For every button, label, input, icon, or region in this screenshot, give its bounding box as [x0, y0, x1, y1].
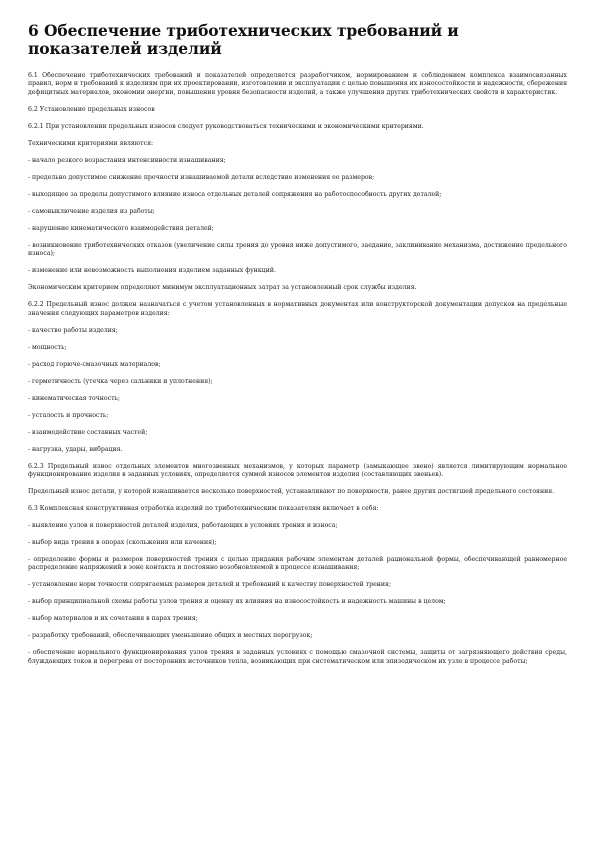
paragraph: Техническими критериями являются:: [28, 139, 154, 147]
paragraph: - самовыключение изделия из работы;: [28, 207, 155, 215]
paragraph: 6.2.2 Предельный износ должен назначаться с учетом установленных в нормативных документах или конструкторской документации допусков на предельные значения следующих параметров изделия:: [28, 301, 567, 317]
paragraph: Экономическим критерием определяют минимум эксплуатационных затрат за установленный срок службы изделия.: [28, 284, 417, 292]
paragraph: - установление норм точности сопрягаемых размеров деталей и требований к качеству поверхностей трения;: [28, 581, 392, 589]
paragraph: - качество работы изделия;: [28, 326, 118, 334]
paragraph: - выбор вида трения в опорах (скольжения или качения);: [28, 539, 217, 547]
paragraph: - усталость и прочность;: [28, 411, 109, 419]
paragraph: - расход горюче-смазочных материалов;: [28, 360, 161, 368]
paragraph: - начало резкого возрастания интенсивности изнашивания;: [28, 156, 226, 164]
paragraph: - взаимодействие составных частей;: [28, 428, 148, 436]
paragraph: 6.2.3 Предельный износ отдельных элементов многозвенных механизмов, у которых параметр (замыкающее звено) является лимитирующим нормальное функционирование изделия в заданных условиях, определяется суммой износов элементов изделия (составляющих звеньев).: [28, 462, 567, 479]
paragraph: - предельно допустимое снижение прочности изнашиваемой детали вследствие изменения ее размеров;: [28, 173, 375, 181]
paragraph: - герметичность (утечка через сальники и уплотнения);: [28, 377, 213, 385]
paragraph: - нагрузка, удары, вибрация.: [28, 445, 123, 453]
paragraph: - мощность;: [28, 343, 67, 351]
paragraph: - возникновение триботехнических отказов (увеличение силы трения до уровня ниже допустимого, заедание, заклинивание механизма, достижение предельного износа);: [28, 241, 567, 258]
paragraph: 6.3 Комплексная конструктивная отработка изделий по триботехническим показателям включает в себя:: [28, 505, 379, 513]
document-title: 6 Обеспечение триботехнических требований и показателей изделий: [28, 21, 459, 58]
paragraph: - кинематическая точность;: [28, 394, 120, 402]
paragraph: - выбор принципиальной схемы работы узлов трения и оценку их влияния на износостойкость и надежность машины в целом;: [28, 598, 446, 606]
paragraph: - выбор материалов и их сочетания в парах трения;: [28, 615, 198, 623]
paragraph: - обеспечение нормального функционирования узлов трения в заданных условиях с помощью смазочной системы, защиты от загрязняющего действия среды, блуждающих токов и перегрева от посторонних источников тепла, возникающих при систематическом или эпизодическом их узле в процессе работы;: [28, 649, 567, 665]
paragraph: - выходящее за пределы допустимого влияние износа отдельных деталей сопряжения на работоспособность других деталей;: [28, 190, 442, 198]
paragraph: 6.1 Обеспечение триботехнических требований и показателей определяется разработчиком, нормированием и соблюдением комплекса взаимосвязанных правил, норм и требований к изделиям при их проектировании, изготовлении и эксплуатации с целью повышения их износостойкости и надежности, сбережения дефицитных материалов, экономии энергии, повышения уровня безопасности изделий, а также улучшения других триботехнических свойств и характеристик.: [28, 72, 567, 96]
paragraph: 6.2 Установление предельных износов: [28, 105, 155, 113]
paragraph: 6.2.1 При установлении предельных износов следует руководствоваться техническими и экономическими критериями.: [28, 122, 424, 130]
paragraph: - выявление узлов и поверхностей деталей изделия, работающих в условиях трения и износа;: [28, 522, 338, 530]
document-body: [28, 72, 567, 666]
paragraph: - изменение или невозможность выполнения изделием заданных функций.: [28, 267, 276, 275]
paragraph: Предельный износ детали, у которой изнашивается несколько поверхностей, устанавливают по поверхности, ранее других достигшей предельного состояния.: [28, 488, 555, 496]
paragraph: - нарушение кинематического взаимодействия деталей;: [28, 224, 214, 232]
paragraph: - определение формы и размеров поверхностей трения с целью придания рабочим элементам деталей рациональной формы, обеспечивающей равномерное распределение напряжений в зоне контакта и постоянно возобновляемой в процессе изнашивания;: [28, 556, 567, 572]
paragraph: - разработку требований, обеспечивающих уменьшение общих и местных перегрузок;: [28, 632, 313, 640]
